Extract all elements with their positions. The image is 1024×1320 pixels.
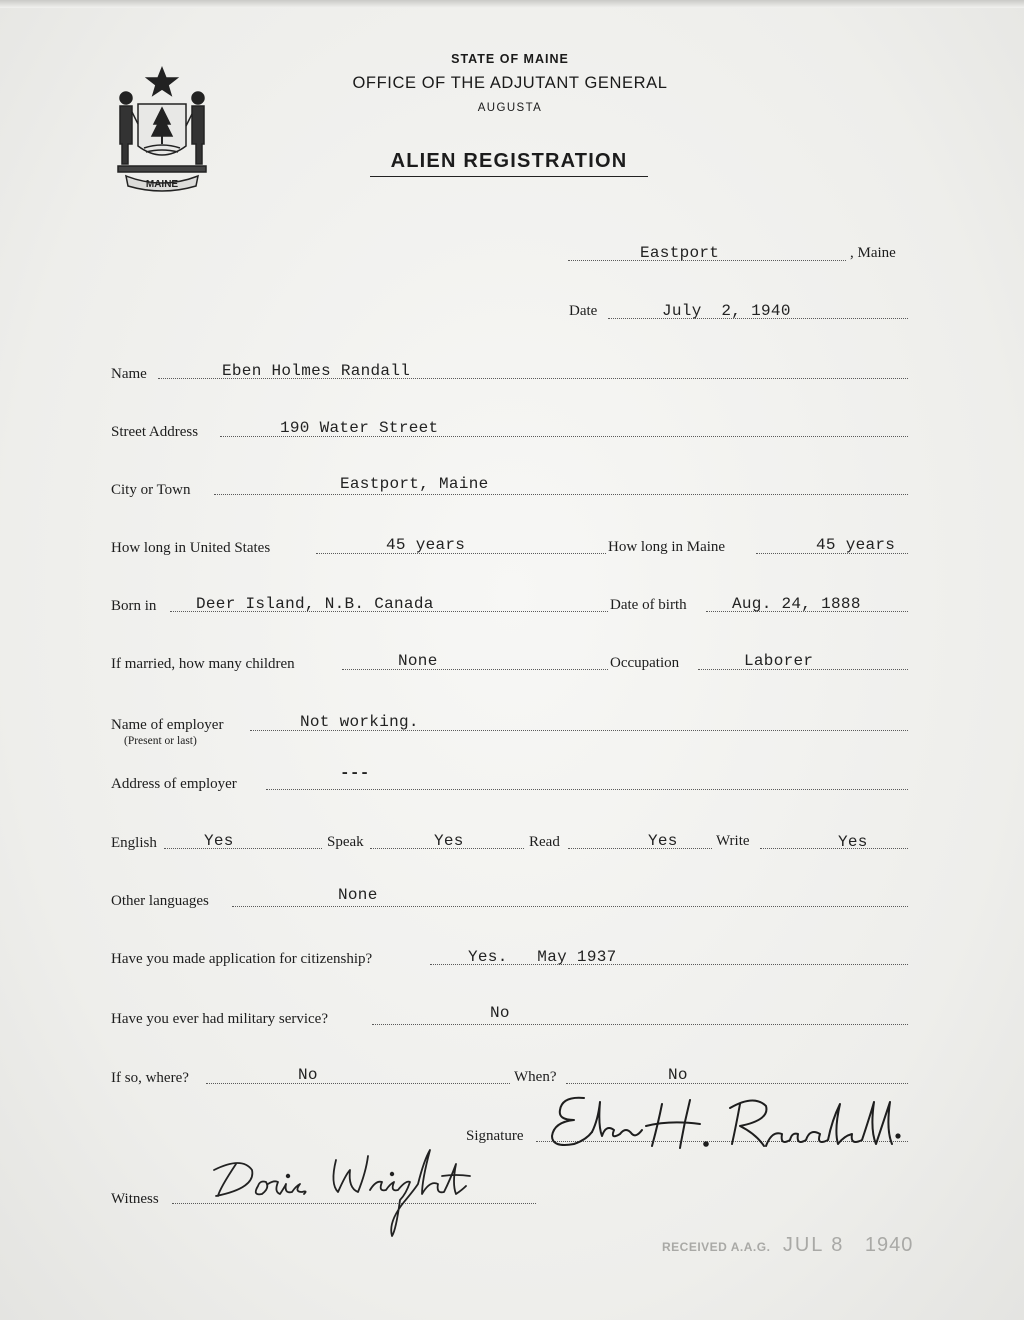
military-label: Have you ever had military service? [111,1011,328,1027]
dob-label: Date of birth [610,597,687,613]
speak-label: Speak [327,834,364,850]
maine-state-seal-icon [108,64,216,192]
scan-edge [0,0,1024,8]
speak-value: Yes [434,832,464,850]
name-value: Eben Holmes Randall [222,362,411,380]
write-line [760,848,908,849]
dob-value: Aug. 24, 1888 [732,595,861,613]
stamp-date: JUL 8 [782,1234,845,1256]
children-label: If married, how many children [111,656,295,672]
maine-duration-value: 45 years [816,536,896,554]
born-in-label: Born in [111,598,157,614]
us-duration-value: 45 years [386,536,466,554]
where-line [206,1083,510,1084]
street-label: Street Address [111,424,199,440]
other-languages-label: Other languages [111,893,209,909]
where-value: No [298,1066,318,1084]
stamp-year: 1940 [864,1234,914,1256]
maine-duration-label: How long in Maine [608,539,726,555]
write-label: Write [716,833,750,849]
employer-sublabel: (Present or last) [124,735,197,747]
english-value: Yes [204,832,234,850]
children-value: None [398,652,438,670]
header-city: AUGUSTA [477,102,543,114]
citizenship-label: Have you made application for citizenship? [111,951,373,967]
other-languages-line [232,906,908,907]
street-value: 190 Water Street [280,419,439,437]
english-line [164,848,322,849]
where-label: If so, where? [111,1070,189,1086]
witness-handwritten-signature [200,1140,500,1240]
employer-value: Not working. [300,713,419,731]
received-stamp [662,1234,913,1257]
born-in-value: Deer Island, N.B. Canada [196,595,434,613]
handwritten-signature [540,1090,910,1156]
place-state-label: , Maine [850,245,896,261]
name-label: Name [111,366,147,382]
witness-label: Witness [111,1191,159,1207]
us-duration-label: How long in United States [111,540,271,556]
city-label: City or Town [111,482,191,498]
date-label: Date [569,303,598,319]
english-label: English [111,835,157,851]
when-value: No [668,1066,688,1084]
military-line [372,1024,908,1025]
read-line [568,848,712,849]
occupation-label: Occupation [610,655,680,671]
read-value: Yes [648,832,678,850]
occupation-value: Laborer [744,652,814,670]
citizenship-value: Yes. May 1937 [468,948,617,966]
when-line [566,1083,908,1084]
when-label: When? [514,1069,557,1085]
place-city-value: Eastport [640,244,720,262]
employer-address-label: Address of employer [111,776,237,792]
city-line [214,494,908,495]
employer-address-value: --- [340,764,370,782]
read-label: Read [529,834,560,850]
signature-label: Signature [466,1128,524,1144]
military-value: No [490,1004,510,1022]
header-state: STATE OF MAINE [451,52,569,66]
city-value: Eastport, Maine [340,475,489,493]
form-title: ALIEN REGISTRATION [370,150,648,177]
employer-label: Name of employer [111,717,224,733]
write-value: Yes [838,833,868,851]
children-line [342,669,608,670]
date-value: July 2, 1940 [662,302,791,320]
other-languages-value: None [338,886,378,904]
header-office: OFFICE OF THE ADJUTANT GENERAL [352,74,668,92]
employer-address-line [266,789,908,790]
stamp-received: RECEIVED A.A.G. [662,1240,771,1254]
svg-text:MAINE: MAINE [145,179,179,190]
